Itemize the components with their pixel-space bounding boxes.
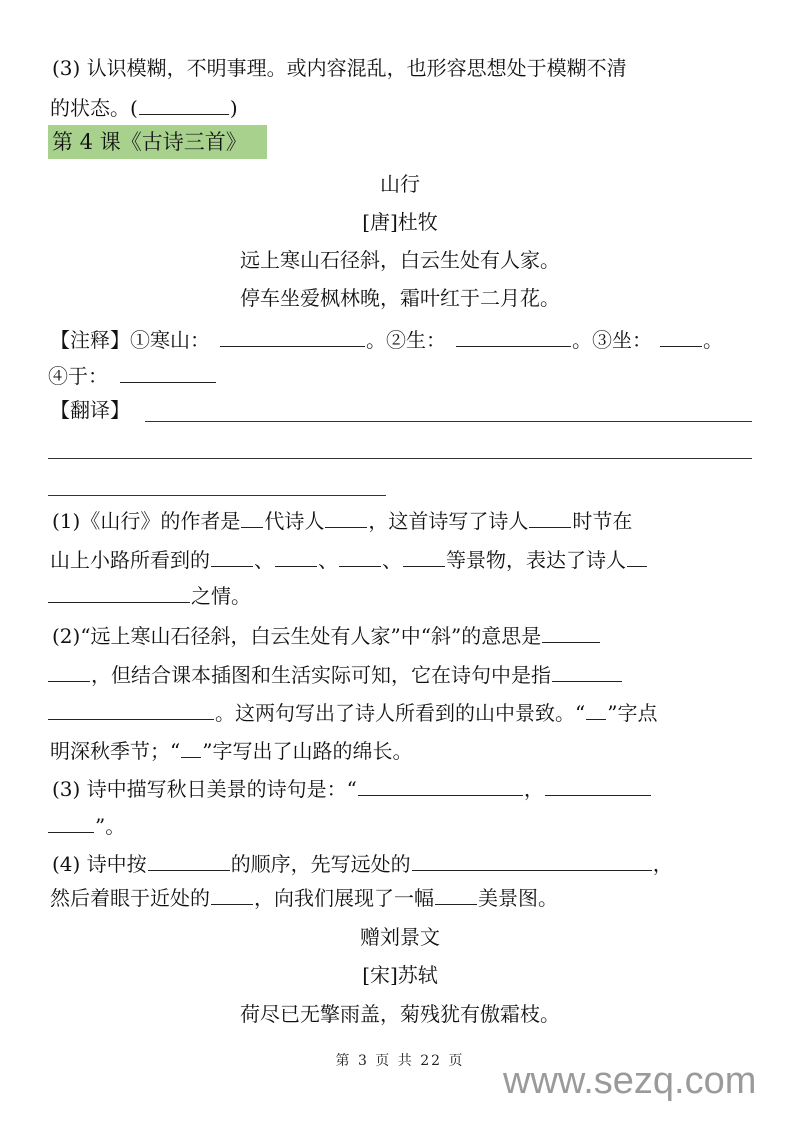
q3-comma: ， (523, 777, 544, 801)
q1-blank-emotion-b[interactable] (48, 582, 190, 603)
q2-blank-refers-b[interactable] (48, 699, 214, 720)
q1-text-f: 等景物，表达了诗人 (446, 548, 626, 572)
q2-text-e: 明深秋季节；“ (50, 739, 181, 763)
notes-line-2 (48, 362, 217, 388)
q1-blank-season[interactable] (529, 507, 571, 528)
q1-blank-dynasty[interactable] (241, 507, 263, 528)
note-end-2: 。 (572, 328, 592, 352)
note-blank-1[interactable] (220, 326, 365, 347)
answer-blank[interactable] (139, 94, 229, 115)
note-key-1: ①寒山： (130, 328, 210, 352)
translation-blank-3[interactable] (48, 495, 386, 496)
q1-blank-scene-2[interactable] (275, 546, 317, 567)
note-blank-2[interactable] (456, 326, 571, 347)
q2-text-f: ”字写出了山路的绵长。 (202, 739, 413, 763)
q2-text-b: ，但结合课本插图和生活实际可知，它在诗句中是指 (91, 663, 551, 687)
q1-line-3 (48, 582, 251, 608)
q2-line-2 (48, 661, 623, 687)
q4-text-e: ，向我们展现了一幅 (254, 886, 434, 910)
watermark: www.sezq.com (503, 1060, 757, 1102)
q4-text-a: (4) 诗中按 (52, 852, 147, 876)
q1-text-e: 山上小路所看到的 (50, 548, 210, 572)
poem2-title: 赠刘景文 (360, 925, 440, 949)
q4-text-b: 的顺序，先写远处的 (230, 852, 411, 876)
q1-text-g: 之情。 (191, 584, 251, 608)
notes-line-1 (50, 326, 723, 352)
q1-blank-poet[interactable] (325, 507, 367, 528)
q1-sep: 、 (382, 548, 402, 572)
q1-blank-emotion-a[interactable] (627, 546, 647, 567)
q4-text-d: 然后着眼于近处的 (50, 886, 210, 910)
poem2-author: [宋]苏轼 (362, 963, 438, 987)
prev-item-close-paren: ) (229, 96, 238, 120)
q2-line-1 (52, 622, 601, 648)
q1-blank-scene-1[interactable] (211, 546, 253, 567)
q2-blank-char-2[interactable] (181, 737, 201, 758)
page-number: 第 3 页 共 22 页 (335, 1053, 465, 1069)
q1-sep: 、 (254, 548, 274, 572)
prev-item-text: 的状态。( (50, 96, 138, 120)
q2-text-c: 。这两句写出了诗人所看到的山中景致。“ (215, 701, 586, 725)
q2-blank-meaning-b[interactable] (48, 661, 90, 682)
q2-line-4 (50, 737, 412, 763)
note-blank-4[interactable] (120, 362, 216, 383)
q4-text-f: 美景图。 (478, 886, 558, 910)
q2-blank-char-1[interactable] (586, 699, 606, 720)
poem1-line-2: 停车坐爱枫林晚，霜叶红于二月花。 (240, 286, 560, 310)
poem1-line-1: 远上寒山石径斜，白云生处有人家。 (240, 248, 560, 272)
prev-item-line-1: (3) 认识模糊，不明事理。或内容混乱，也形容思想处于模糊不清 (52, 56, 627, 80)
note-blank-3[interactable] (660, 326, 702, 347)
q1-text-a: (1)《山行》的作者是 (52, 509, 241, 533)
note-key-4: ④于： (48, 364, 108, 388)
q2-text-d: ”字点 (607, 701, 658, 725)
q2-text-a: (2)“远上寒山石径斜，白云生处有人家”中“斜”的意思是 (52, 624, 542, 648)
q3-line-1 (52, 775, 652, 801)
q2-blank-meaning-a[interactable] (542, 622, 600, 643)
q2-blank-refers-a[interactable] (552, 661, 622, 682)
q1-line-1 (52, 507, 632, 533)
q1-text-c: ，这首诗写了诗人 (368, 509, 529, 533)
q1-sep: 、 (318, 548, 338, 572)
q4-blank-far[interactable] (412, 850, 652, 871)
q1-blank-scene-4[interactable] (403, 546, 445, 567)
q3-blank-verse-2b[interactable] (48, 812, 94, 833)
poem1-author: [唐]杜牧 (362, 210, 438, 234)
q3-text-a: (3) 诗中描写秋日美景的诗句是：“ (52, 777, 357, 801)
q4-line-2 (50, 884, 558, 910)
translation-blank-1[interactable] (145, 421, 752, 422)
q4-text-c: ， (652, 852, 673, 876)
note-key-2: ②生： (386, 328, 446, 352)
lesson-title: 第 4 课《古诗三首》 (52, 130, 247, 154)
q4-line-1 (52, 850, 673, 876)
q1-text-d: 时节在 (572, 509, 633, 533)
q4-blank-order[interactable] (148, 850, 230, 871)
q4-blank-near[interactable] (211, 884, 253, 905)
q3-blank-verse-1[interactable] (358, 775, 523, 796)
notes-label: 【注释】 (50, 328, 130, 352)
note-end-3: 。 (703, 328, 723, 352)
q3-line-2 (48, 812, 125, 838)
q1-line-2 (50, 546, 648, 572)
q2-line-3 (48, 699, 657, 725)
prev-item-line-2 (50, 94, 238, 120)
q1-text-b: 代诗人 (264, 509, 325, 533)
poem1-title: 山行 (380, 172, 420, 196)
q3-text-end: ”。 (95, 814, 126, 838)
q3-blank-verse-2a[interactable] (545, 775, 651, 796)
poem2-line-1: 荷尽已无擎雨盖，菊残犹有傲霜枝。 (240, 1002, 560, 1026)
translation-label: 【翻译】 (50, 398, 130, 422)
translation-blank-2[interactable] (48, 458, 752, 459)
note-end-1: 。 (366, 328, 386, 352)
q1-blank-scene-3[interactable] (339, 546, 381, 567)
note-key-3: ③坐： (592, 328, 652, 352)
q4-blank-scene[interactable] (435, 884, 477, 905)
